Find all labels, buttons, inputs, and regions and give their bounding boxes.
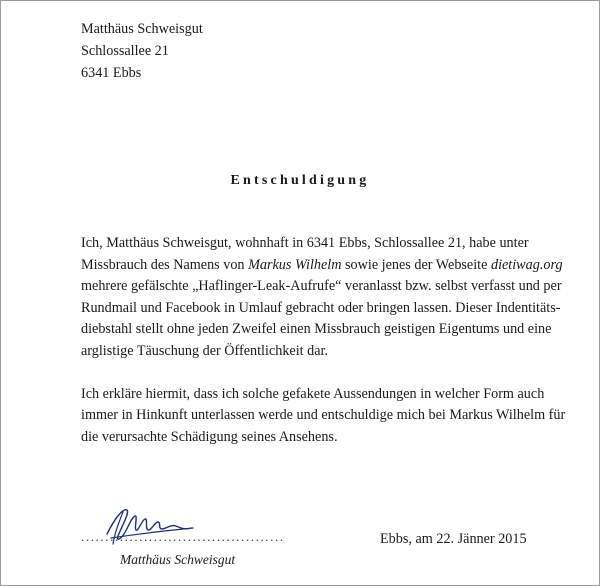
paragraph-2-line-1: Ich erkläre hiermit, dass ich solche gefakete Aussendungen in welcher Form auch (81, 385, 545, 402)
paragraph-2-line-2: immer in Hinkunft unterlassen werde und entschuldige mich bei Markus Wilhelm für (81, 407, 566, 423)
letter-body (81, 233, 566, 448)
text-segment: sowie jenes der Webseite (341, 256, 491, 273)
letter-title: Entschuldigung (230, 173, 370, 188)
signer-name: Matthäus Schweisgut (120, 552, 236, 567)
sender-name: Matthäus Schweisgut (81, 21, 203, 37)
sender-city: 6341 Ebbs (81, 65, 142, 81)
paragraph-2-line-3: die verursachte Schädigung seines Ansehens. (81, 428, 338, 445)
paragraph-1-line-6: arglistige Täuschung der Öffentlichkeit dar. (81, 342, 329, 359)
place-and-date: Ebbs, am 22. Jänner 2015 (380, 531, 527, 547)
paragraph-2 (81, 384, 566, 449)
signature-line: .......................................... (81, 529, 285, 544)
sender-address (81, 18, 203, 84)
paragraph-1 (81, 233, 563, 362)
paragraph-1-line-3: mehrere gefälschte „Haflinger-Leak-Aufrufe“ veranlasst bzw. selbst verfasst und per (81, 278, 562, 294)
text-segment: Missbrauch des Namens von (81, 256, 249, 273)
paragraph-1-line-4: Rundmail und Facebook in Umlauf gebracht oder bringen lassen. Dieser Indentitäts- (81, 299, 561, 316)
website-name: dietiwag.org (490, 256, 563, 273)
paragraph-1-line-1: Ich, Matthäus Schweisgut, wohnhaft in 6341 Ebbs, Schlossallee 21, habe unter (81, 235, 529, 251)
paragraph-1-line-5: diebstahl stellt ohne jeden Zweifel einen Missbrauch geistigen Eigentums und eine (81, 321, 552, 337)
name-markus-wilhelm: Markus Wilhelm (248, 256, 342, 273)
paragraph-1-line-2 (81, 255, 563, 277)
sender-street: Schlossallee 21 (81, 43, 169, 59)
